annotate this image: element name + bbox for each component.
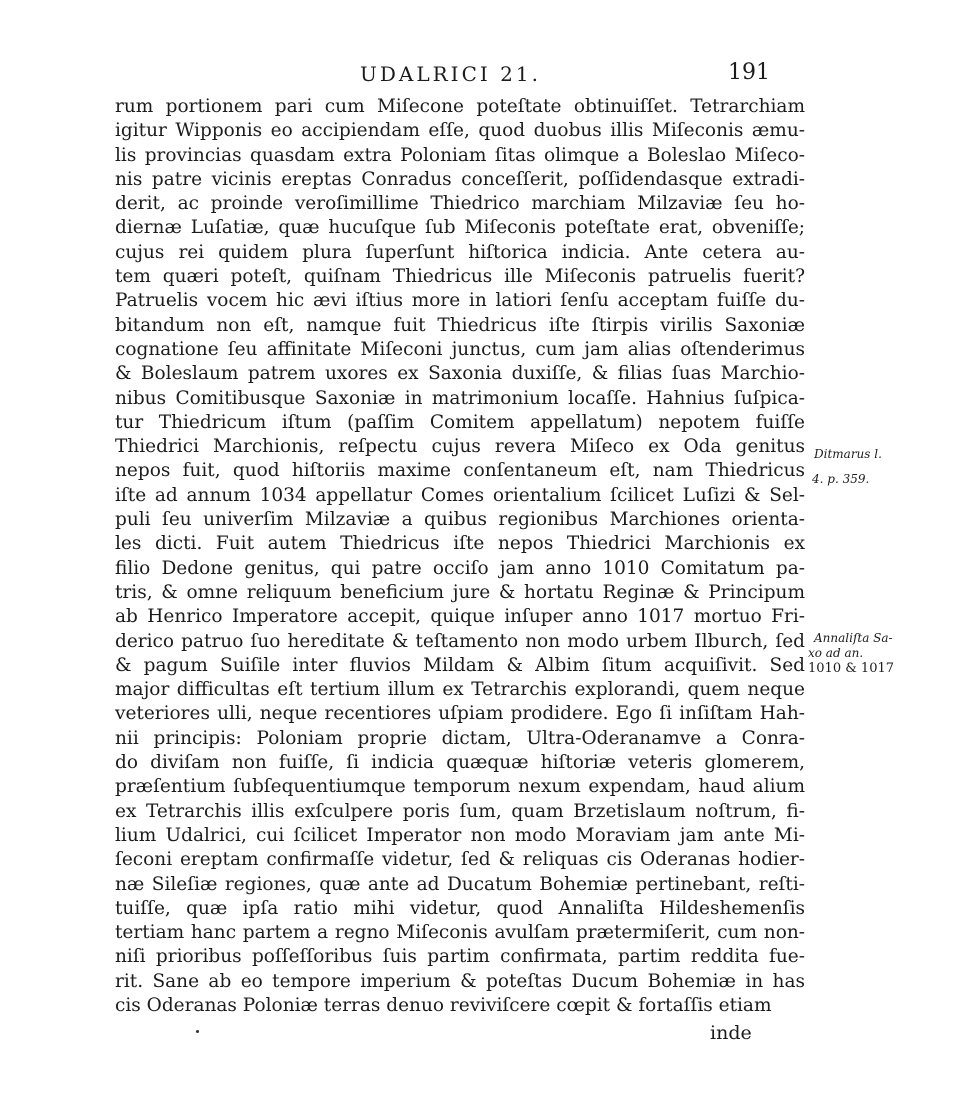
text-line: niſi prioribus poſſeſſoribus ſuis partim confirmata, partim reddita fue- xyxy=(115,946,805,968)
text-line: lium Udalrici, cui ſcilicet Imperator non modo Moraviam jam ante Mi- xyxy=(115,824,805,846)
text-line: puli ſeu univerſim Milzaviæ a quibus regionibus Marchiones orienta- xyxy=(115,509,805,531)
text-line: cognatione ſeu affinitate Miſeconi junctus, cum jam alias oſtenderimus xyxy=(115,338,805,360)
text-line: nii principis: Poloniam proprie dictam, Ultra-Oderanamve a Conra- xyxy=(115,727,805,749)
text-line: bitandum non eſt, namque fuit Thiedricus iſte ſtirpis virilis Saxoniæ xyxy=(115,314,805,336)
text-line: les dicti. Fuit autem Thiedricus iſte nepos Thiedrici Marchionis ex xyxy=(115,533,805,555)
margin-note-ditmarus: Ditmarus l. xyxy=(814,447,882,461)
text-line: derit, ac proinde veroſimillime Thiedrico marchiam Milzaviæ ſeu ho- xyxy=(115,193,805,215)
text-line: ab Henrico Imperatore accepit, quique inſuper anno 1017 mortuo Fri- xyxy=(115,606,805,628)
text-line: igitur Wipponis eo accipiendam eſſe, quod duobus illis Miſeconis æmu- xyxy=(115,120,805,142)
text-line: major difficultas eſt tertium illum ex Tetrarchis explorandi, quem neque xyxy=(115,679,805,701)
text-line: do diviſam non fuiſſe, ſi indicia quæquæ hiſtoriæ veteris glomerem, xyxy=(115,752,805,774)
text-line: tuiſſe, quæ ipſa ratio mihi videtur, quod Annaliſta Hildeshemenſis xyxy=(115,897,805,919)
margin-note-annalista-ref: xo ad an. xyxy=(808,646,864,660)
margin-note-annalista-years: 1010 & 1017 xyxy=(808,661,895,676)
text-line: tem quæri poteſt, quiſnam Thiedricus ille Miſeconis patruelis fuerit? xyxy=(115,266,805,288)
text-line: Thiedrici Marchionis, reſpectu cujus revera Miſeco ex Oda genitus xyxy=(115,436,805,458)
page-number: 191 xyxy=(728,60,770,85)
text-line: rit. Sane ab eo tempore imperium & poteſtas Ducum Bohemiæ in has xyxy=(115,970,805,992)
running-title: UDALRICI 21. xyxy=(360,62,541,86)
text-line: ſeconi ereptam confirmaſſe videtur, ſed & reliquas cis Oderanas hodier- xyxy=(115,849,805,871)
text-line: diernæ Luſatiæ, quæ hucuſque ſub Miſeconis poteſtate erat, obveniſſe; xyxy=(115,217,805,239)
margin-note-annalista: Annaliſta Sa- xyxy=(814,631,893,645)
margin-note-ditmarus-ref: 4. p. 359. xyxy=(812,472,870,486)
text-line: cis Oderanas Poloniæ terras denuo reviviſcere cœpit & fortaſſis etiam xyxy=(115,994,772,1016)
text-line: cujus rei quidem plura ſuperſunt hiſtorica indicia. Ante cetera au- xyxy=(115,241,805,263)
text-line: & pagum Suiſile inter fluvios Mildam & Albim ſitum acquiſivit. Sed xyxy=(115,654,805,676)
text-line: præſentium ſubſequentiumque temporum nexum expendam, haud alium xyxy=(115,776,805,798)
text-line: filio Dedone genitus, qui patre occiſo jam anno 1010 Comitatum pa- xyxy=(115,557,805,579)
text-line: Patruelis vocem hic ævi iſtius more in latiori ſenſu acceptam fuiſſe du- xyxy=(115,290,805,312)
catchword: inde xyxy=(710,1022,752,1044)
text-line: veteriores ulli, neque recentiores uſpiam prodidere. Ego ſi inſiſtam Hah- xyxy=(115,703,805,725)
text-line: derico patruo ſuo hereditate & teſtamento non modo urbem Ilburch, ſed xyxy=(115,630,805,652)
text-line: nepos fuit, quod hiſtoriis maxime conſentaneum eſt, nam Thiedricus xyxy=(115,460,805,482)
text-line: tur Thiedricum iſtum (paſſim Comitem appellatum) nepotem fuiſſe xyxy=(115,411,805,433)
text-line: iſte ad annum 1034 appellatur Comes orientalium ſcilicet Luſizi & Sel- xyxy=(115,484,805,506)
text-line: ex Tetrarchis illis exſculpere poris ſum, quam Brzetislaum noſtrum, fi- xyxy=(115,800,805,822)
text-line: tertiam hanc partem a regno Miſeconis avulſam prætermiſerit, cum non- xyxy=(115,922,805,944)
text-line: lis provincias quasdam extra Poloniam ſitas olimque a Boleslao Miſeco- xyxy=(115,144,805,166)
text-line: næ Sileſiæ regiones, quæ ante ad Ducatum Bohemiæ pertinebant, reſti- xyxy=(115,873,805,895)
ink-speck xyxy=(196,1030,199,1033)
text-line: & Boleslaum patrem uxores ex Saxonia duxiſſe, & filias ſuas Marchio- xyxy=(115,363,805,385)
body-text xyxy=(115,95,805,1018)
text-line: rum portionem pari cum Miſecone poteſtate obtinuiſſet. Tetrarchiam xyxy=(115,96,805,117)
text-line: nibus Comitibusque Saxoniæ in matrimonium locaſſe. Hahnius ſuſpica- xyxy=(115,387,805,409)
text-line: nis patre vicinis ereptas Conradus conceſſerit, poſſidendasque extradi- xyxy=(115,168,805,190)
text-line: tris, & omne reliquum beneficium jure & hortatu Reginæ & Principum xyxy=(115,581,805,603)
